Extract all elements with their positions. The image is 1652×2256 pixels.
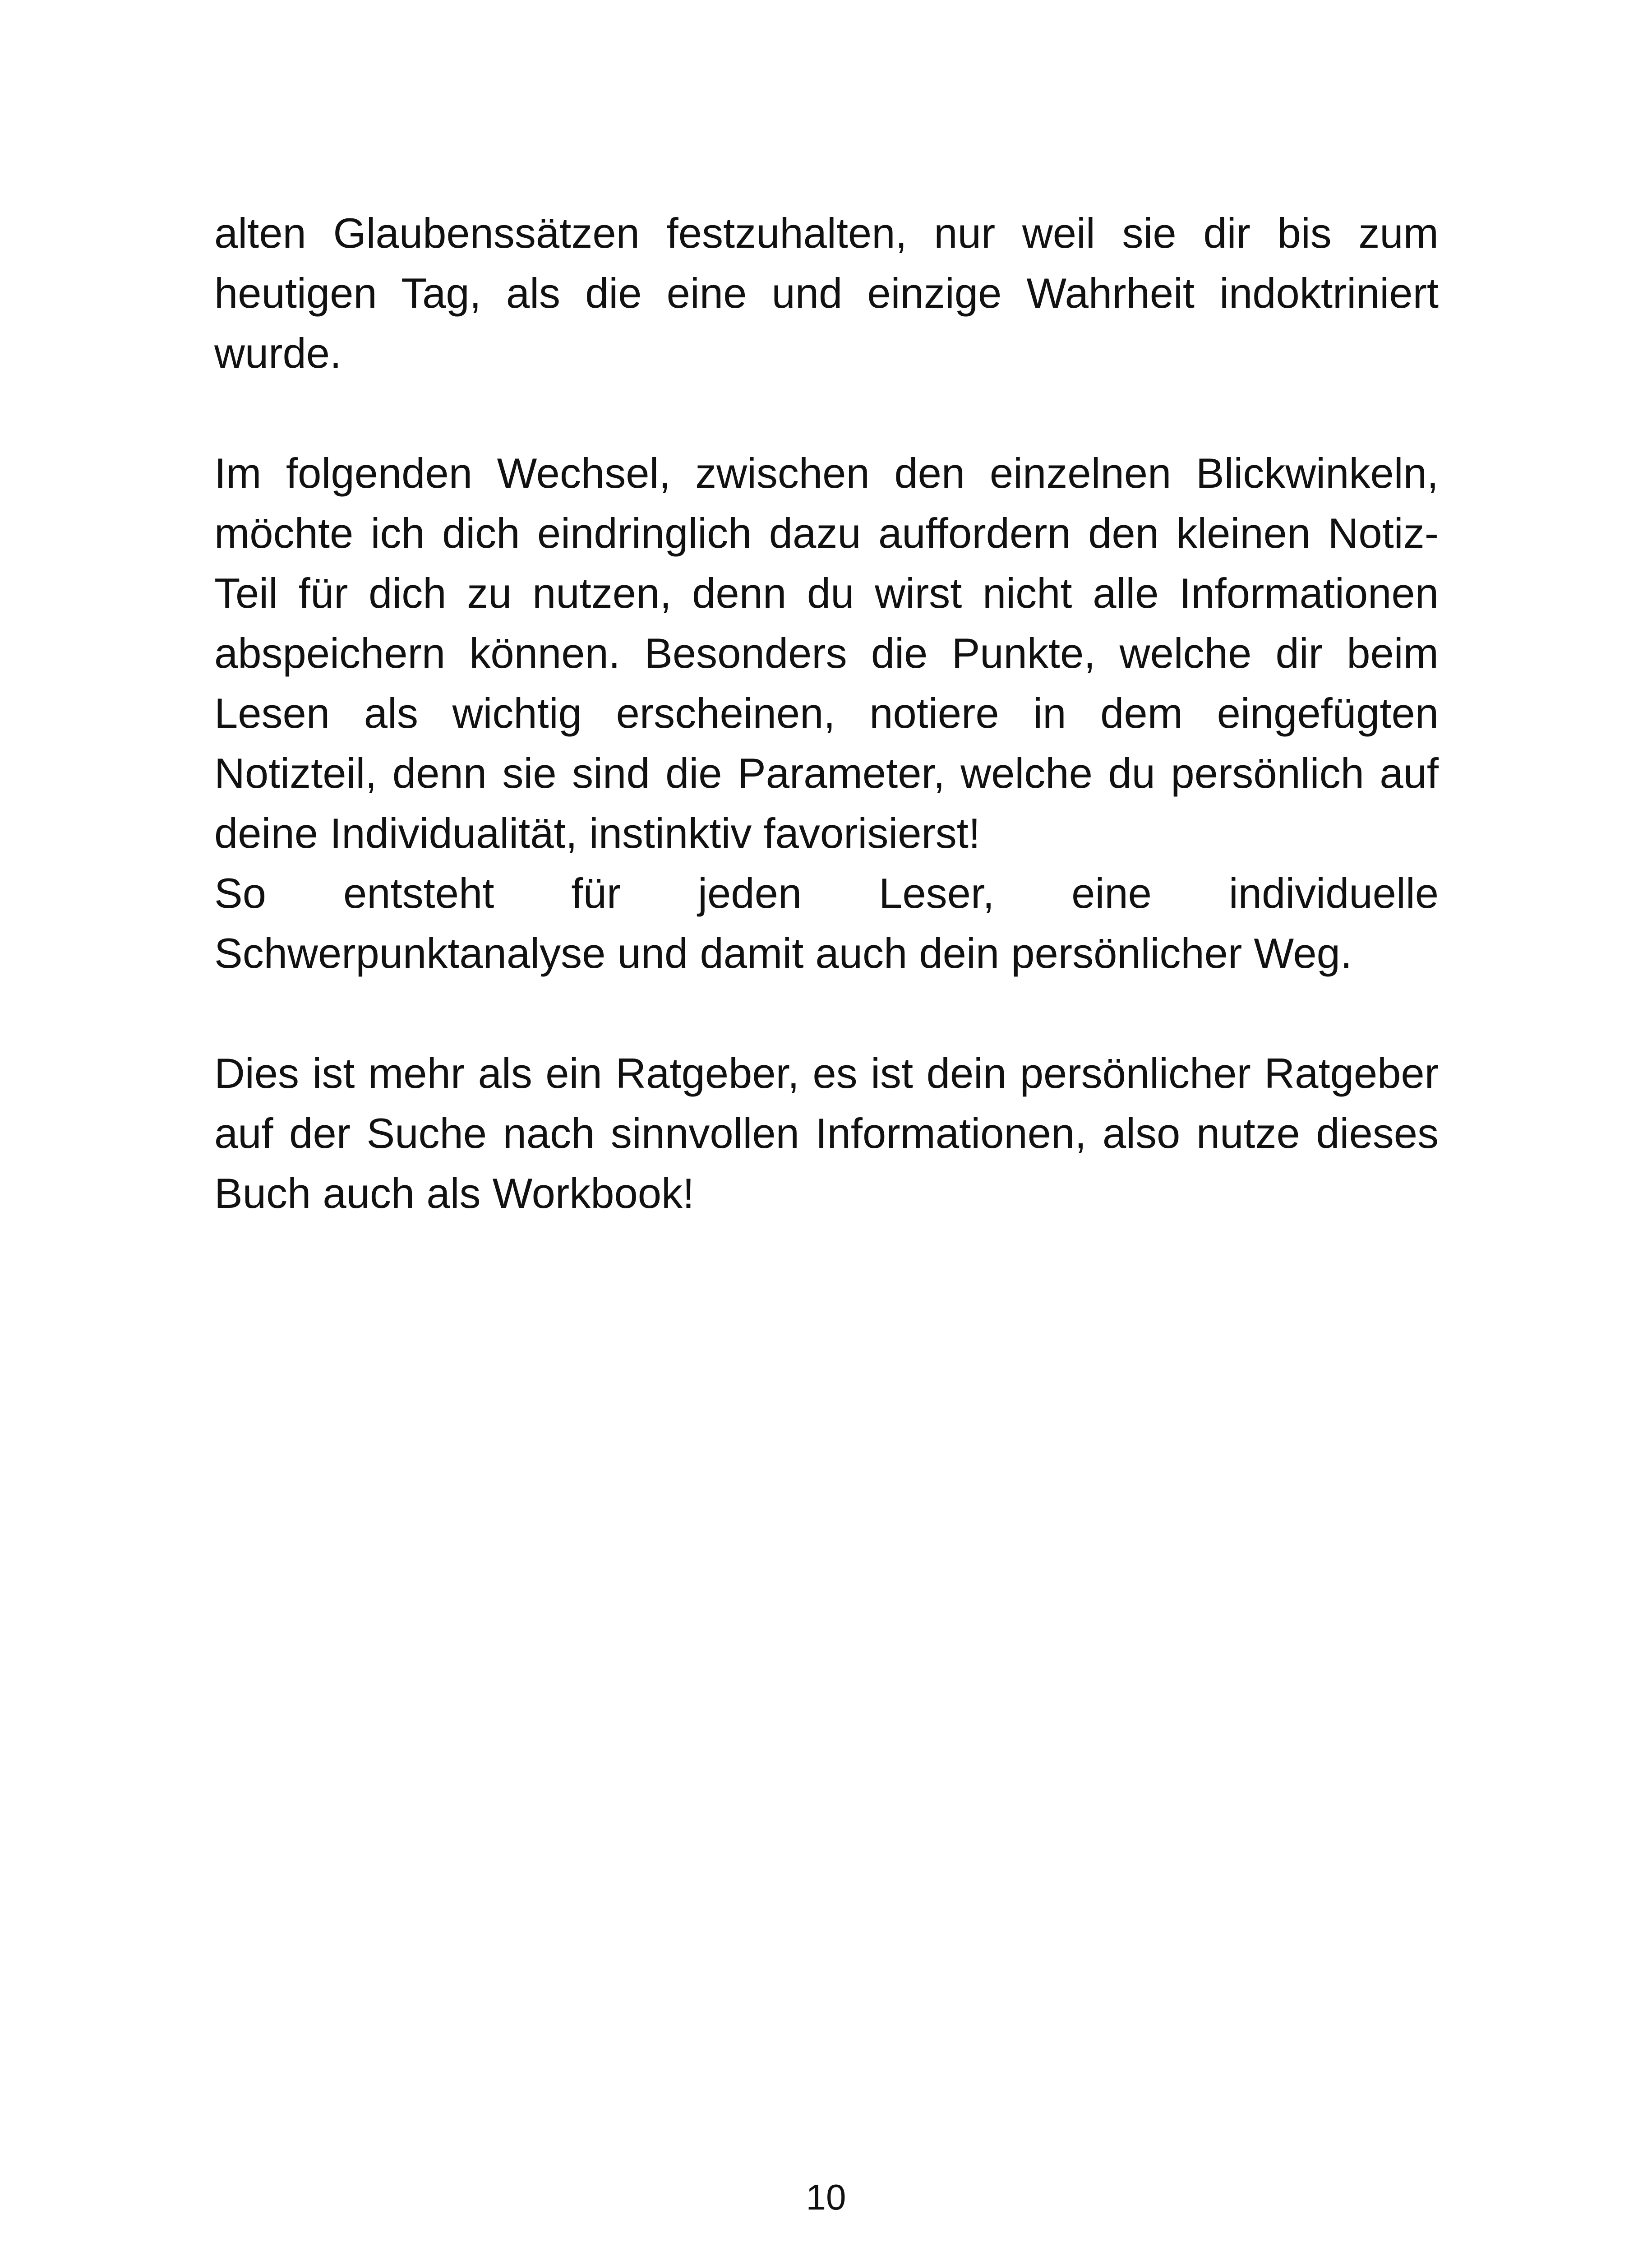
paragraph-3-line-2: Schwerpunktanalyse und damit auch dein persönlicher Weg.: [214, 929, 1352, 977]
paragraph-4: Dies ist mehr als ein Ratgeber, es ist dein persönlicher Ratgeber auf der Suche nach sinnvollen Informationen, also nutze dieses Buch auch als Workbook!: [214, 1049, 1439, 1217]
paragraph-3-line-1: So entsteht für jeden Leser, eine individuelle: [214, 869, 1439, 917]
body-text: [214, 203, 1439, 1223]
paragraph-2: Im folgenden Wechsel, zwischen den einzelnen Blickwinkeln, möchte ich dich eindringlich dazu auffordern den kleinen Notiz-Teil für dich zu nutzen, denn du wirst nicht alle Informationen abspeichern können. Besonders die Punkte, welche dir beim Lesen als wichtig erscheinen, notiere in dem eingefügten Notizteil, denn sie sind die Parameter, welche du persönlich auf deine Individualität, instinktiv favorisierst!: [214, 449, 1439, 857]
page-number: 10: [806, 2177, 846, 2217]
paragraph-1: alten Glaubenssätzen festzuhalten, nur weil sie dir bis zum heutigen Tag, als die eine und einzige Wahrheit indoktriniert wurde.: [214, 209, 1439, 377]
paragraph-gap: [214, 383, 1439, 443]
paragraph-gap: [214, 983, 1439, 1043]
